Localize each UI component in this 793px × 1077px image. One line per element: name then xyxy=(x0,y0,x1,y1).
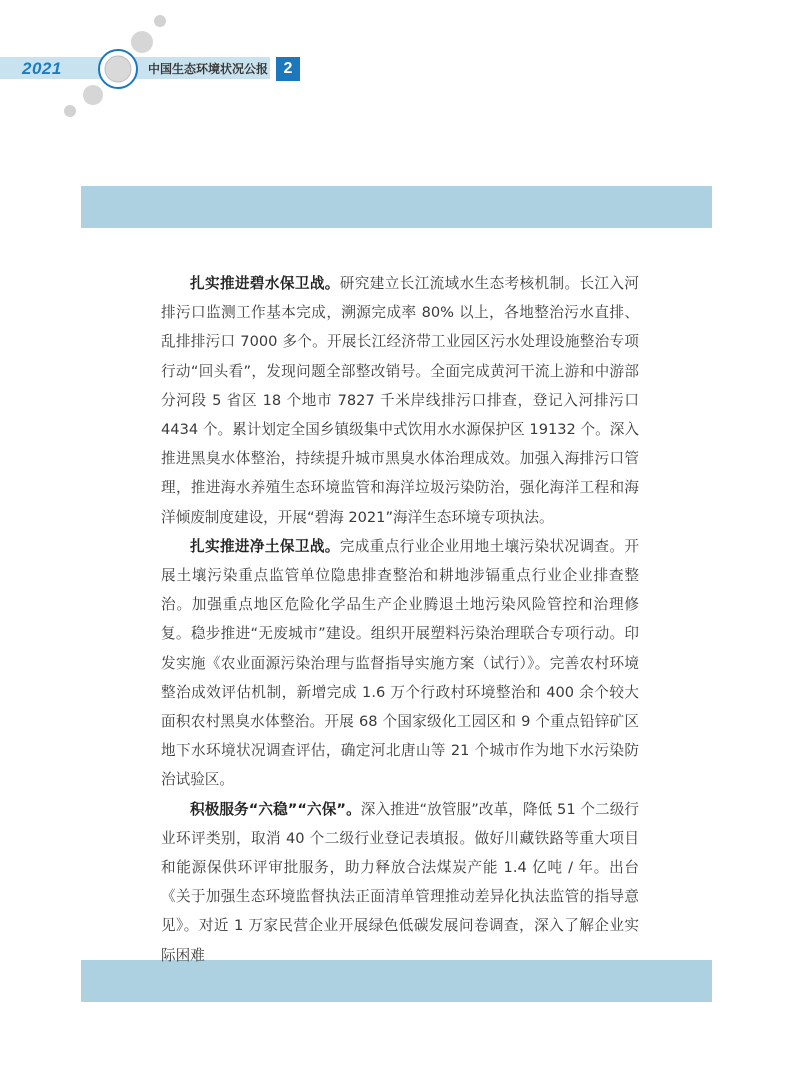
paragraph xyxy=(161,269,639,532)
paragraph-text: 完成重点行业企业用地土壤污染状况调查。开展土壤污染重点监管单位隐患排查整治和耕地涉镉重点行业企业排查整治。加强重点地区危险化学品生产企业腾退土地污染风险管控和治理修复。稳步推进“无废城市”建设。组织开展塑料污染治理联合专项行动。印发实施《农业面源污染治理与监督指导实施方案（试行）》。完善农村环境整治成效评估机制，新增完成 1.6 万个行政村环境整治和 400 余个较大面积农村黑臭水体整治。开展 68 个国家级化工园区和 9 个重点铅锌矿区地下水环境状况调查评估，确定河北唐山等 21 个城市作为地下水污染防治试验区。 xyxy=(161,537,639,789)
paragraph-lead: 扎实推进碧水保卫战。 xyxy=(190,275,340,292)
top-band xyxy=(81,186,712,228)
deco-dot xyxy=(154,15,166,27)
report-year: 2021 xyxy=(22,59,62,78)
deco-dot xyxy=(131,31,153,53)
paragraph-lead: 积极服务“六稳”“六保”。 xyxy=(190,800,361,818)
paragraph xyxy=(161,532,639,795)
page-number: 2 xyxy=(276,57,300,81)
deco-dot xyxy=(64,105,76,117)
paragraph-text: 研究建立长江流域水生态考核机制。长江入河排污口监测工作基本完成，溯源完成率 80% 以上，各地整治污水直排、乱排排污口 7000 多个。开展长江经济带工业园区污水处理设施整治专项行动“回头看”，发现问题全部整改销号。全面完成黄河干流上游和中游部分河段 5 省区 18 个地市 7827 千米岸线排污口排查，登记入河排污口 4434 个。累计划定全国乡镇级集中式饮用水水源保护区 19132 个。深入推进黑臭水体整治，持续提升城市黑臭水体治理成效。加强入海排污口管理，推进海水养殖生态环境监管和海洋垃圾污染防治，强化海洋工程和海洋倾废制度建设，开展“碧海 2021”海洋生态环境专项执法。 xyxy=(161,275,639,526)
paragraph xyxy=(161,795,639,970)
deco-dot xyxy=(83,85,103,105)
report-title: 中国生态环境状况公报 xyxy=(148,62,269,76)
body-text xyxy=(161,269,639,970)
paragraph-text: 深入推进“放管服”改革，降低 51 个二级行业环评类别，取消 40 个二级行业登记表填报。做好川藏铁路等重大项目和能源保供环评审批服务，助力释放合法煤炭产能 1.4 亿吨 / 年。出台《关于加强生态环境监督执法正面清单管理推动差异化执法监管的指导意见》。对近 1 万家民营企业开展绿色低碳发展问卷调查，深入了解企业实际困难 xyxy=(161,800,639,964)
paragraph-lead: 扎实推进净土保卫战。 xyxy=(190,537,340,555)
header-ring-core xyxy=(105,56,131,82)
